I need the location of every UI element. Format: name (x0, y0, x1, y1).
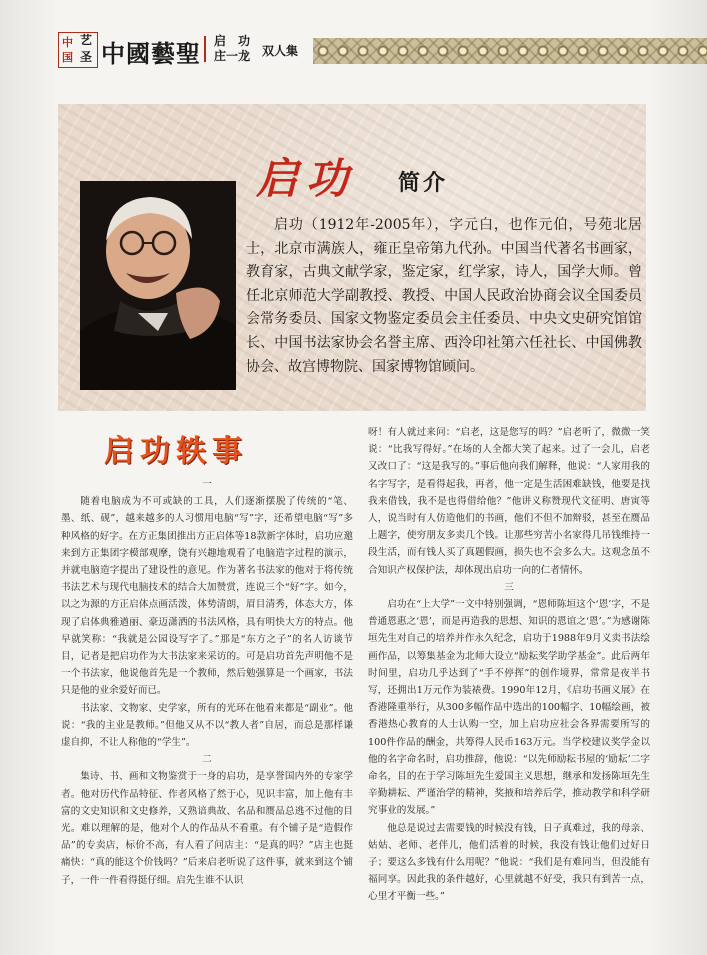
section-number: 二 (202, 754, 212, 766)
paragraph: 集诗、书、画和文物鉴赏于一身的启功，是享誉国内外的专家学者。他对历代作品特征、作者风格了然于心，见识丰富，加上他有丰富的文史知识和文史修养，又熟谙典故、名品和赝品总逃不过他的目光。难以理解的是，他对个人的作品从不看重。有个铺子是“造假作品”的专卖店，标价不高，有人看了问店主：“是真的吗？”店主也挺痛快：“真的能这个价钱吗？”后来启老听说了这件事，就来到这个铺子，一件一件看得挺仔细。启先生谁不认识 (61, 771, 353, 886)
header-names (214, 34, 250, 64)
bio-heading: 简介 (398, 170, 449, 196)
anecdotes-left-column (61, 476, 353, 889)
header-name-zhuang: 庄一龙 (214, 49, 251, 63)
paragraph: 启功在“上大学”一文中特别强调，“恩师陈垣这个‘恩’字，不是普通恩惠之‘恩’，而是再造我的思想、知识的恩谊之‘恩’。”为感谢陈垣先生对自己的培养并作永久纪念，启功于1988年9月义卖书法绘画作品，以筹集基金为北师大设立“励耘奖学助学基金”。此后两年时间里，启功几乎达到了“手不停挥”的创作境界，常常是夜半书写，还拥出1万元作为装裱费。1990年12月，《启功书画义展》在香港隆重举行，从300多幅作品中选出的100幅字、10幅绘画，被香港热心教育的人士认购一空，加上启功应社会各界需要所写的100件作品的酬金，共筹得人民币163万元。当学校建议奖学金以他的名字命名时，启功推辞，他说：“以先师励耘书屋的‘励耘’二字命名，目的在于学习陈垣先生爱国主义思想，继承和发扬陈垣先生辛勤耕耘、严谨治学的精神，奖掖和培养后学，推动教学和科学研究事业的发展。” (368, 599, 650, 817)
portrait-illustration (80, 181, 236, 390)
paragraph: 书法家、文物家、史学家，所有的光环在他看来都是“副业”。他说：“我的主业是教师。”但他又从不以“教人者”自居，而总是那样谦虚自抑，不让人称他的“学生”。 (61, 702, 353, 749)
bio-name: 启功 (256, 154, 357, 203)
logo-char: 中 (62, 36, 73, 49)
paragraph: 随着电脑成为不可或缺的工具，人们逐渐摆脱了传统的“笔、墨、纸、砚”，越来越多的人习惯用电脑“写”字，还希望电脑“写”多种风格的好字。在方正集团推出方正启体等18款新字体时，启功应邀来到方正集团字模部观摩，饶有兴趣地观看了电脑造字过程的演示，并就电脑造字提出了建设性的意见。作为著名书法家的他对于将传统书法艺术与现代电脑技术的结合大加赞赏，连说三个“好”字。如今，以之为源的方正启体点画活泼，体势清朗，眉目清秀，体态大方，体现了启体典雅遒丽、豪迈潇洒的书法风格，具有明快大方的特点。他早就笑称：“我就是公园设写字了。”那是“东方之子”的名人访谈节目，记者是把启功作为大书法家来采访的。可是启功首先声明他不是一个书法家，他说他首先是一个教师，然后勉强算是一个画家，书法只是他的业余爱好而已。 (61, 496, 353, 697)
header-divider (204, 36, 206, 62)
section-number: 三 (504, 581, 514, 593)
publication-logo (58, 32, 98, 68)
decorative-pattern-band (313, 38, 707, 64)
anecdotes-right-column (368, 424, 650, 906)
brand-title: 中國藝聖 (101, 39, 201, 68)
portrait-photo (80, 181, 236, 390)
anecdotes-title: 启功轶事 (104, 434, 248, 469)
logo-char: 圣 (80, 50, 93, 64)
logo-char: 国 (62, 51, 73, 64)
header-collection: 双人集 (262, 44, 299, 58)
header-name-qigong: 启 功 (214, 34, 251, 48)
paragraph: 他总是说过去需要钱的时候没有钱，日子真难过，我的母亲、姑姑、老师、老伴儿，他们活着的时候，我没有钱让他们过好日子；要这么多钱有什么用呢？”他说：“我们是有难同当，但没能有福同享。因此我的条件越好，心里就越不好受，我只有到苦一点，心里才平衡一些。” (368, 822, 650, 903)
section-number: 一 (202, 479, 212, 490)
paragraph: 呀！有人就过来问：“启老，这是您写的吗？”启老听了，微微一笑说：“比我写得好。”在场的人全都大笑了起来。过了一会儿，启老又改口了：“这是我写的。”事后他向我们解释，他说：“人家用我的名字写字，是看得起我，再者，他一定是生活困难缺钱，他要是找我来借钱，我不是也得借给他？”他讲义称赞现代文征明、唐寅等人，说当时有人仿造他们的书画，他们不但不加辩驳，甚至在赝品上题字，使穷朋友多卖几个钱。让那些穷苦小名家得几吊钱维持一段生活，而有钱人买了真题假画，损失也不会多么大。这观念虽不合知识产权保护法，却体现出启功一向的仁者情怀。 (368, 427, 650, 576)
logo-char: 艺 (80, 33, 93, 47)
bio-text: 启功（1912年-2005年），字元白，也作元伯，号苑北居士，北京市满族人，雍正皇帝第九代孙。中国当代著名书画家，教育家，古典文献学家，鉴定家，红学家，诗人，国学大师。曾任北京师范大学副教授、教授、中国人民政治协商会议全国委员会常务委员、国家文物鉴定委员会主任委员、中央文史研究馆馆长、中国书法家协会名誉主席、西泠印社第六任社长、中国佛教协会、故宫博物院、国家博物馆顾问。 (246, 217, 642, 375)
